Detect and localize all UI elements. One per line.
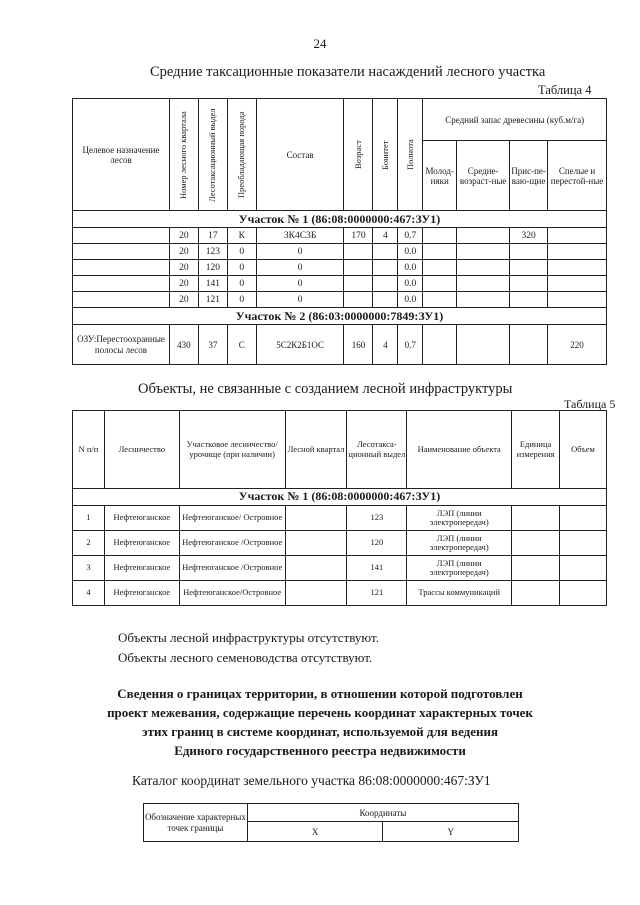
t4-cell-purpose bbox=[73, 276, 170, 292]
t5-cell-num: 4 bbox=[73, 581, 105, 606]
t4-header-ripening: Прис-пе-ваю-щие bbox=[510, 141, 548, 211]
t4-header-stock: Средний запас древесины (куб.м/га) bbox=[423, 99, 607, 141]
t5-cell-quarter bbox=[285, 506, 347, 531]
t4-cell-middle bbox=[457, 244, 510, 260]
t4-cell-mature bbox=[548, 292, 607, 308]
t4-cell-quarter: 20 bbox=[169, 292, 198, 308]
t4-cell-composition: 0 bbox=[256, 260, 344, 276]
t5-cell-district: Нефтеюганское/ Островное bbox=[179, 506, 285, 531]
t4-cell-ripening bbox=[510, 276, 548, 292]
t4-cell-quarter: 20 bbox=[169, 228, 198, 244]
t4-cell-ripening: 320 bbox=[510, 228, 548, 244]
t5-rows bbox=[73, 506, 607, 606]
t4-cell-quarter: 20 bbox=[169, 244, 198, 260]
t4-cell: 430 bbox=[169, 325, 198, 365]
t5-cell-unit bbox=[512, 506, 560, 531]
table-row bbox=[73, 506, 607, 531]
t4-header-species: Преобладающая порода bbox=[236, 111, 247, 198]
table4 bbox=[72, 98, 607, 365]
t4-cell-purpose bbox=[73, 244, 170, 260]
table-row bbox=[73, 276, 607, 292]
t4-cell-age bbox=[344, 260, 373, 276]
t5-cell-num: 2 bbox=[73, 531, 105, 556]
table-row bbox=[73, 228, 607, 244]
t4-cell: 4 bbox=[373, 325, 398, 365]
t5-cell-district: Нефтеюганское /Островное bbox=[179, 556, 285, 581]
t4-cell-composition: 3К4С3Б bbox=[256, 228, 344, 244]
t4-cell bbox=[423, 325, 457, 365]
t6-header-y: Y bbox=[383, 822, 519, 842]
t5-cell-volume bbox=[560, 506, 607, 531]
t4-cell-ripening bbox=[510, 292, 548, 308]
t4-cell-species: 0 bbox=[227, 260, 256, 276]
t5-cell-forestry: Нефтеюганское bbox=[104, 531, 179, 556]
t6-header-x: X bbox=[247, 822, 383, 842]
t5-cell-unit bbox=[512, 556, 560, 581]
t5-header-district: Участковое лесничество/урочище (при наличии) bbox=[179, 411, 285, 489]
t4-cell-vydel: 120 bbox=[198, 260, 227, 276]
t5-cell-forestry: Нефтеюганское bbox=[104, 581, 179, 606]
t4-header-density: Полнота bbox=[404, 139, 415, 170]
t4-cell-age bbox=[344, 292, 373, 308]
t4-cell-middle bbox=[457, 276, 510, 292]
t4-cell-density: 0.0 bbox=[398, 244, 423, 260]
t4-cell-density: 0.0 bbox=[398, 260, 423, 276]
t4-header-purpose: Целевое назначение лесов bbox=[73, 99, 170, 211]
t5-cell-district: Нефтеюганское /Островное bbox=[179, 531, 285, 556]
t4-cell-mature bbox=[548, 276, 607, 292]
t4-cell-bonitet bbox=[373, 260, 398, 276]
bold-heading-line-1: Сведения о границах территории, в отношении которой подготовлен bbox=[117, 686, 523, 701]
t4-cell-vydel: 121 bbox=[198, 292, 227, 308]
t4-cell-young bbox=[423, 244, 457, 260]
t5-cell-object: ЛЭП (линии электропередач) bbox=[407, 531, 512, 556]
t4-cell-middle bbox=[457, 260, 510, 276]
table-row bbox=[73, 581, 607, 606]
t4-cell-density: 0.0 bbox=[398, 276, 423, 292]
table4-label: Таблица 4 bbox=[538, 83, 592, 97]
t4-cell-composition: 0 bbox=[256, 292, 344, 308]
t5-cell-object: Трассы коммуникаций bbox=[407, 581, 512, 606]
t4-cell-composition: 0 bbox=[256, 276, 344, 292]
t4-cell-middle bbox=[457, 228, 510, 244]
t5-cell-volume bbox=[560, 581, 607, 606]
t4-cell-vydel: 17 bbox=[198, 228, 227, 244]
t5-header-forestry: Лесничество bbox=[104, 411, 179, 489]
t4-cell: 5С2К2Б1ОС bbox=[256, 325, 344, 365]
t5-header-object: Наименование объекта bbox=[407, 411, 512, 489]
catalog-title: Каталог координат земельного участка 86:08:0000000:467:ЗУ1 bbox=[132, 773, 491, 788]
t4-cell-middle bbox=[457, 292, 510, 308]
t4-cell-age bbox=[344, 276, 373, 292]
t4-cell-ripening bbox=[510, 260, 548, 276]
t4-cell-young bbox=[423, 292, 457, 308]
table4-caption: Средние таксационные показатели насаждений лесного участка bbox=[150, 64, 546, 80]
t4-cell-composition: 0 bbox=[256, 244, 344, 260]
t5-cell-quarter bbox=[285, 531, 347, 556]
bold-heading-line-3: этих границ в системе координат, используемой для ведения bbox=[141, 724, 499, 739]
t5-cell-district: Нефтеюганское/Островное bbox=[179, 581, 285, 606]
t4-cell-species: 0 bbox=[227, 276, 256, 292]
t4-cell-mature bbox=[548, 260, 607, 276]
t4-cell-age bbox=[344, 244, 373, 260]
t4-cell: С bbox=[227, 325, 256, 365]
t4-cell-vydel: 123 bbox=[198, 244, 227, 260]
paragraph-seed: Объекты лесного семеноводства отсутствуют. bbox=[118, 650, 373, 665]
t4-cell-young bbox=[423, 228, 457, 244]
t4-cell-mature bbox=[548, 228, 607, 244]
t4-header-vydel: Лесотаксационный выдел bbox=[207, 107, 218, 202]
t4-cell bbox=[510, 325, 548, 365]
t5-cell-vydel: 120 bbox=[347, 531, 407, 556]
table-row bbox=[73, 292, 607, 308]
t5-header-quarter: Лесной квартал bbox=[285, 411, 347, 489]
t4-header-age: Возраст bbox=[352, 140, 363, 169]
t5-cell-vydel: 141 bbox=[347, 556, 407, 581]
t4-cell-purpose bbox=[73, 228, 170, 244]
t4-cell: 220 bbox=[548, 325, 607, 365]
bold-heading-line-4: Единого государственного реестра недвижимости bbox=[174, 743, 466, 758]
t6-header-point: Обозначение характерных точек границы bbox=[144, 804, 248, 842]
t5-cell-num: 1 bbox=[73, 506, 105, 531]
t4-cell-ripening bbox=[510, 244, 548, 260]
table5 bbox=[72, 410, 607, 606]
table5-label: Таблица 5 bbox=[564, 397, 616, 411]
t4-cell-bonitet: 4 bbox=[373, 228, 398, 244]
t4-cell-species: К bbox=[227, 228, 256, 244]
t4-cell-bonitet bbox=[373, 292, 398, 308]
t4-cell-species: 0 bbox=[227, 292, 256, 308]
t4-header-middle: Средне-возраст-ные bbox=[457, 141, 510, 211]
t5-cell-unit bbox=[512, 531, 560, 556]
table-row bbox=[73, 244, 607, 260]
t4-cell-density: 0.0 bbox=[398, 292, 423, 308]
paragraph-infrastructure: Объекты лесной инфраструктуры отсутствуют. bbox=[118, 630, 379, 645]
t4-cell-bonitet bbox=[373, 244, 398, 260]
table5-caption: Объекты, не связанные с созданием лесной инфраструктуры bbox=[138, 381, 513, 397]
t4-cell-purpose bbox=[73, 292, 170, 308]
t5-cell-object: ЛЭП (линии электропередач) bbox=[407, 506, 512, 531]
t4-cell-quarter: 20 bbox=[169, 260, 198, 276]
t4-cell-young bbox=[423, 276, 457, 292]
table-row bbox=[73, 531, 607, 556]
t5-cell-forestry: Нефтеюганское bbox=[104, 556, 179, 581]
t4-cell-density: 0.7 bbox=[398, 228, 423, 244]
bold-heading-line-2: проект межевания, содержащие перечень координат характерных точек bbox=[107, 705, 533, 720]
t4-cell: 0.7 bbox=[398, 325, 423, 365]
t4-header-young: Молод-няки bbox=[423, 141, 457, 211]
t5-cell-vydel: 121 bbox=[347, 581, 407, 606]
t4-cell-vydel: 141 bbox=[198, 276, 227, 292]
table-row bbox=[73, 260, 607, 276]
t4-header-bonitet: Бонитет bbox=[379, 139, 390, 170]
t6-header-coords: Координаты bbox=[247, 804, 518, 822]
t4-cell-young bbox=[423, 260, 457, 276]
t4-cell-purpose bbox=[73, 260, 170, 276]
t4-header-mature: Спелые и перестой-ные bbox=[548, 141, 607, 211]
t4-cell-species: 0 bbox=[227, 244, 256, 260]
t4-cell: 160 bbox=[344, 325, 373, 365]
t5-cell-forestry: Нефтеюганское bbox=[104, 506, 179, 531]
t4-cell: ОЗУ:Перестоохранные полосы лесов bbox=[73, 325, 170, 365]
t5-cell-object: ЛЭП (линии электропередач) bbox=[407, 556, 512, 581]
t4-cell bbox=[457, 325, 510, 365]
t4-rows1 bbox=[73, 228, 607, 308]
t5-header-num: N п/п bbox=[73, 411, 105, 489]
t5-cell-quarter bbox=[285, 556, 347, 581]
t5-cell-unit bbox=[512, 581, 560, 606]
t4-header-quarter: Номер лесного квартала bbox=[178, 110, 189, 199]
t4-cell-quarter: 20 bbox=[169, 276, 198, 292]
page-number: 24 bbox=[313, 36, 327, 51]
t4-cell-mature bbox=[548, 244, 607, 260]
t5-cell-num: 3 bbox=[73, 556, 105, 581]
t4-cell-bonitet bbox=[373, 276, 398, 292]
table-row bbox=[73, 556, 607, 581]
t4-header-composition: Состав bbox=[256, 99, 344, 211]
t5-header-vydel: Лесотакса-ционный выдел bbox=[347, 411, 407, 489]
t5-cell-volume bbox=[560, 556, 607, 581]
t5-header-volume: Объем bbox=[560, 411, 607, 489]
t4-cell-age: 170 bbox=[344, 228, 373, 244]
t5-cell-quarter bbox=[285, 581, 347, 606]
t5-section-1: Участок № 1 (86:08:0000000:467:ЗУ1) bbox=[73, 489, 607, 506]
table-row bbox=[73, 325, 607, 365]
t4-section-2: Участок № 2 (86:03:0000000:7849:ЗУ1) bbox=[73, 308, 607, 325]
t4-cell: 37 bbox=[198, 325, 227, 365]
t5-cell-volume bbox=[560, 531, 607, 556]
coordinates-table bbox=[143, 803, 519, 842]
t4-section-1: Участок № 1 (86:08:0000000:467:ЗУ1) bbox=[73, 211, 607, 228]
t5-header-unit: Единица измерения bbox=[512, 411, 560, 489]
t5-cell-vydel: 123 bbox=[347, 506, 407, 531]
